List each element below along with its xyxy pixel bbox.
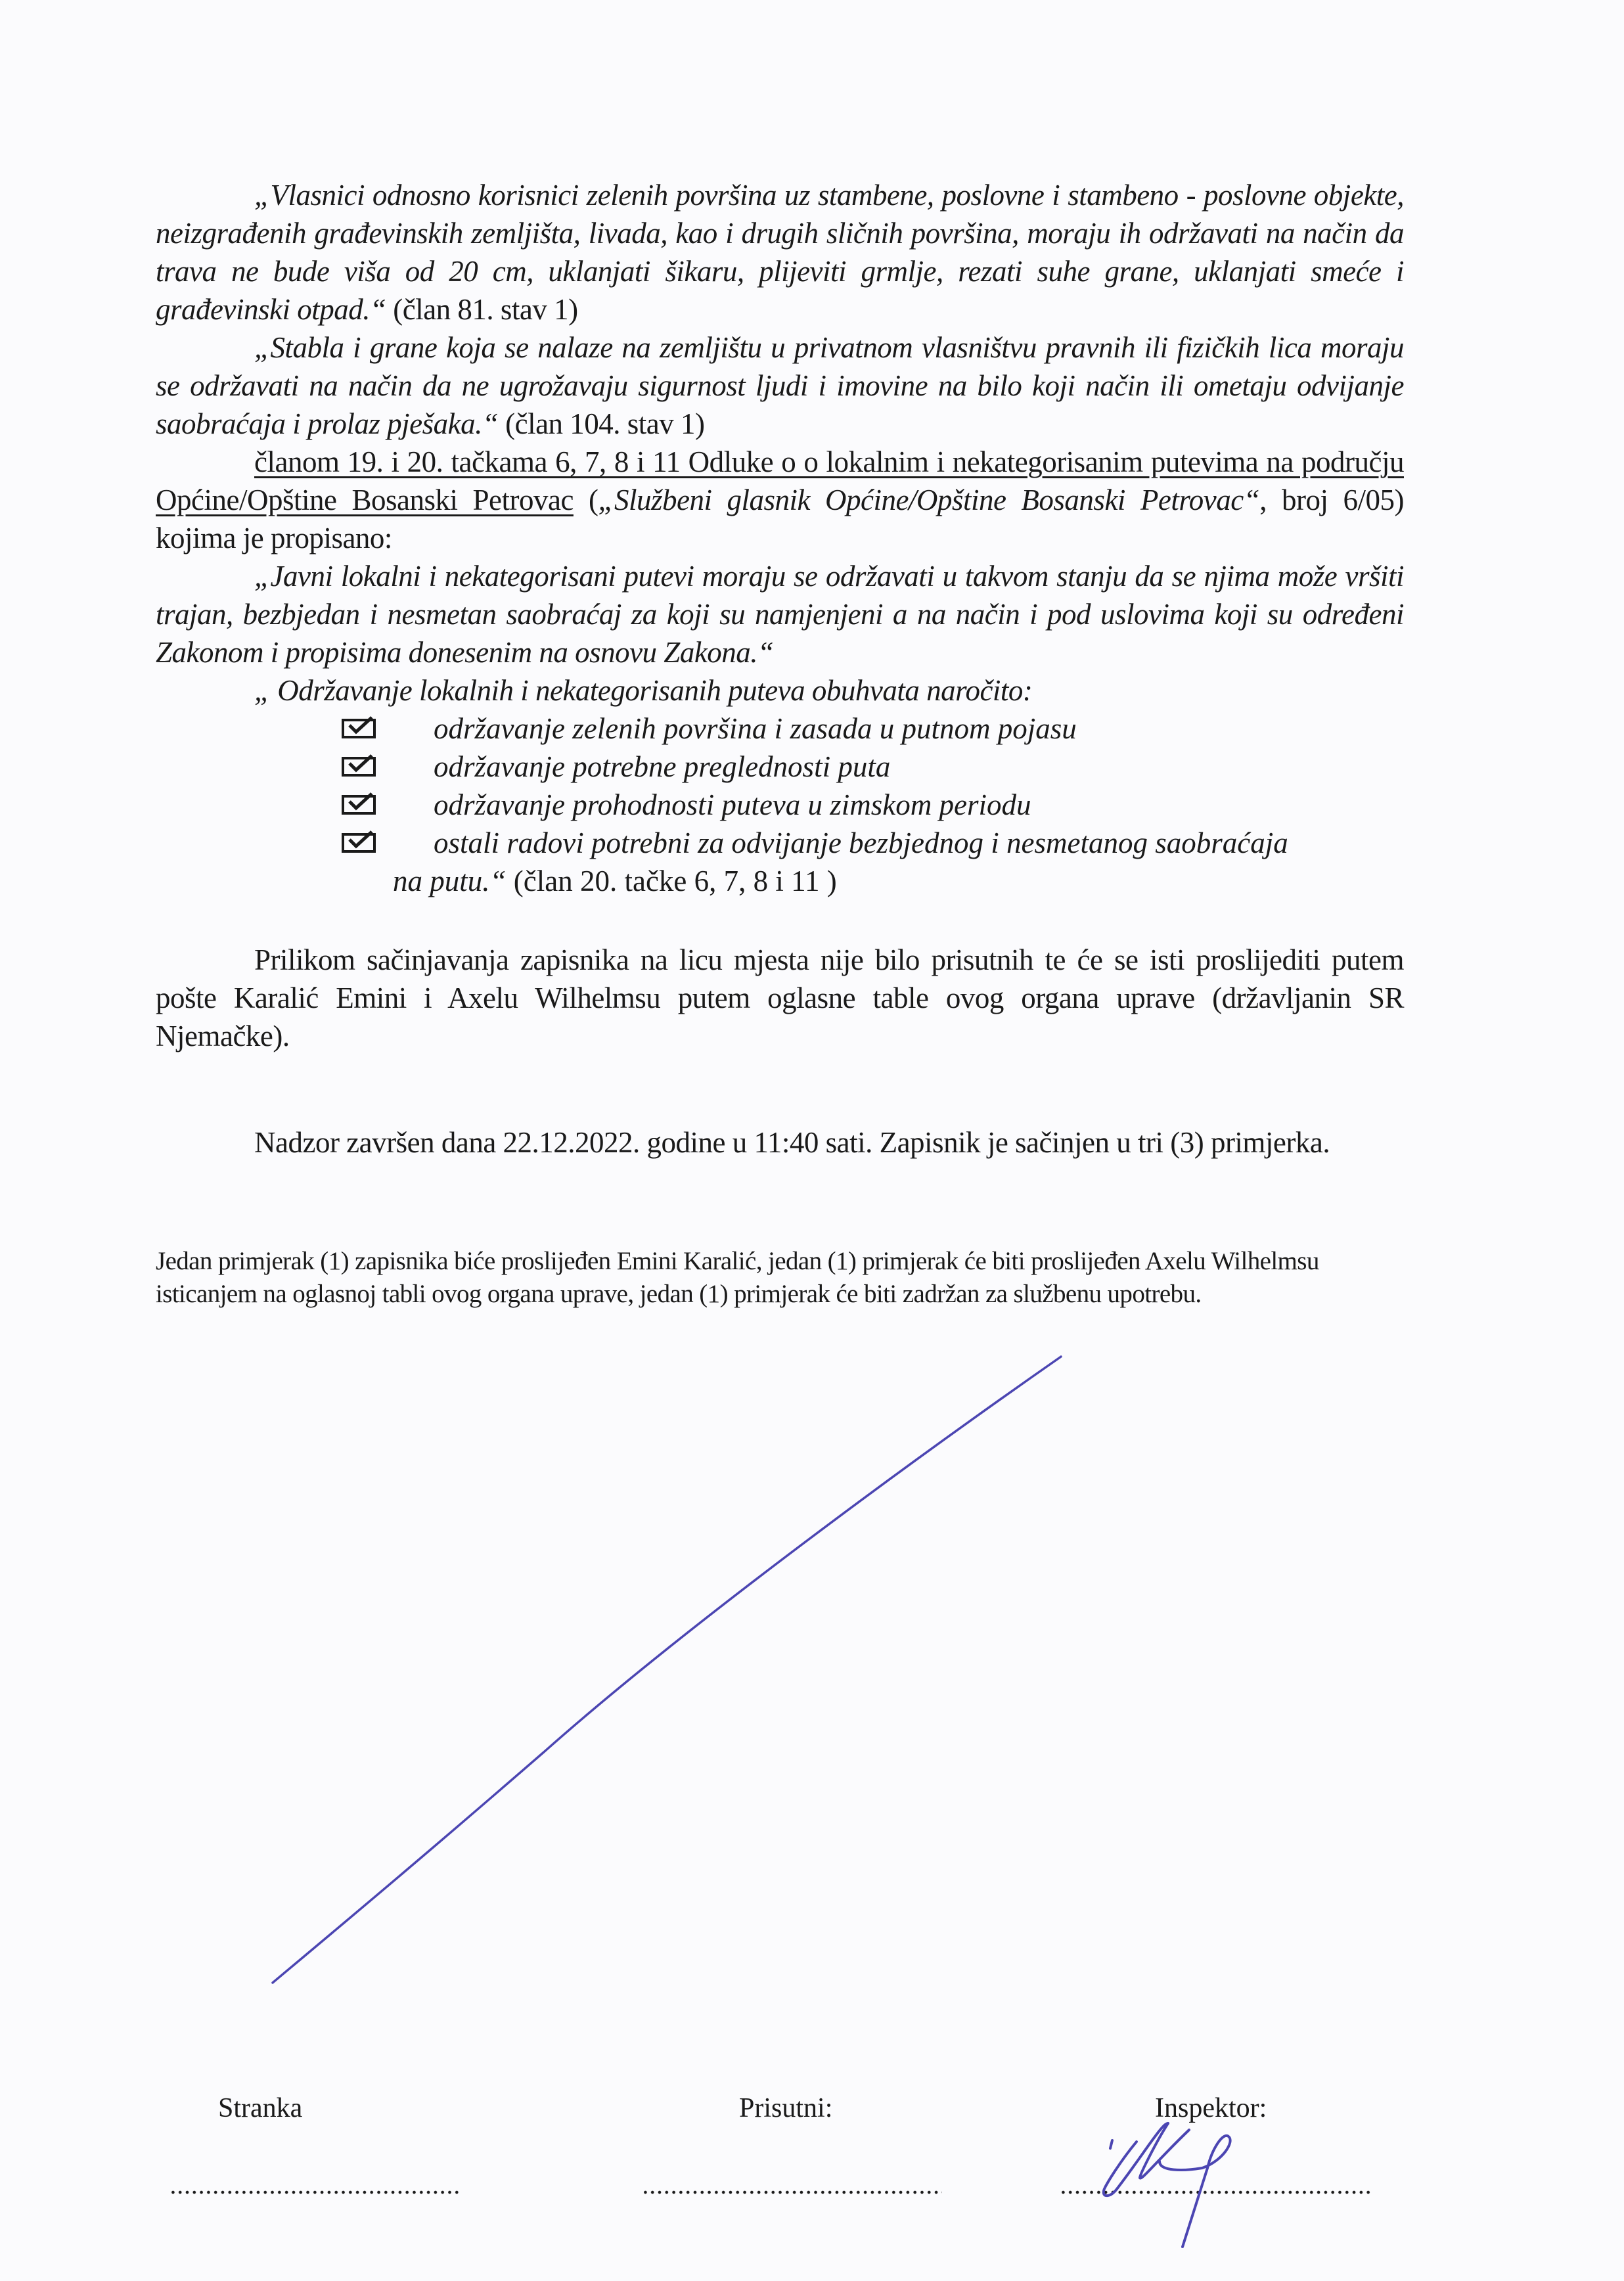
paren-open: ( bbox=[573, 484, 598, 516]
quote-text: „Javni lokalni i nekategorisani putevi moraju se održavati u takvom stanju da se njima može vršiti trajan, bezbjedan i nesmetan saobraćaj za koji su namjenjeni a na način i pod uslovima koji su određeni Zakonom i propisima donesenim na osnovu Zakona.“ bbox=[156, 560, 1404, 669]
checkbox-checked-icon bbox=[342, 795, 376, 815]
paragraph-trees bbox=[156, 328, 1404, 443]
paragraph-delivery bbox=[156, 941, 1404, 1055]
inspection-end-text: Nadzor završen dana 22.12.2022. godine u 11:40 sati. Zapisnik je sačinjen u tri (3) primjerka. bbox=[254, 1126, 1330, 1159]
quote-text: „Stabla i grane koja se nalaze na zemljištu u privatnom vlasništvu pravnih ili fizičkih lica moraju se održavati na način da ne ugrožavaju sigurnost ljudi i imovine na bilo koji način ili ometaju odvijanje saobraćaja i prolaz pješaka.“ bbox=[156, 331, 1404, 440]
checklist-tail bbox=[393, 862, 837, 900]
gazette-issue: , broj 6/05) kojima je propisano: bbox=[156, 484, 1404, 554]
party-signature-line[interactable] bbox=[169, 2190, 462, 2194]
citation: (član 81. stav 1) bbox=[386, 293, 578, 326]
present-label: Prisutni: bbox=[739, 2093, 833, 2123]
checkbox-checked-icon bbox=[342, 757, 376, 777]
strike-through-line bbox=[273, 1357, 1061, 1983]
checklist-item bbox=[342, 786, 1406, 824]
paragraph-copies bbox=[156, 1245, 1404, 1311]
paragraph-public-roads bbox=[156, 557, 1404, 671]
party-label: Stranka bbox=[218, 2093, 303, 2123]
paragraph-legal-basis bbox=[156, 443, 1404, 557]
citation: (član 104. stav 1) bbox=[498, 407, 705, 440]
inspector-signature-line[interactable] bbox=[1060, 2190, 1370, 2194]
checklist-item-text: održavanje potrebne preglednosti puta bbox=[434, 750, 891, 783]
checklist-item-text: održavanje prohodnosti puteva u zimskom periodu bbox=[434, 788, 1031, 821]
copies-text: Jedan primjerak (1) zapisnika biće proslijeđen Emini Karalić, jedan (1) primjerak će biti proslijeđen Axelu Wilhelmsu isticanjem na oglasnoj tabli ovog organa uprave, jedan (1) primjerak će biti zadržan za službenu upotrebu. bbox=[156, 1247, 1319, 1308]
gazette-reference: „Službeni glasnik Općine/Opštine Bosanski Petrovac“ bbox=[598, 484, 1260, 516]
underlined-reference: članom 19. i 20. tačkama 6, 7, 8 i 11 Odluke o o lokalnim i nekategorisanim putevima na području Općine/Opštine Bosanski Petrovac bbox=[156, 445, 1404, 516]
citation: (član 20. tačke 6, 7, 8 i 11 ) bbox=[506, 865, 837, 897]
checklist-item bbox=[342, 710, 1406, 748]
checklist-item-text: ostali radovi potrebni za odvijanje bezbjednog i nesmetanog saobraćaja bbox=[434, 826, 1288, 859]
checklist-item bbox=[342, 748, 1406, 786]
checkbox-checked-icon bbox=[342, 833, 376, 853]
present-signature-line[interactable] bbox=[642, 2190, 942, 2194]
checklist-item bbox=[342, 824, 1406, 862]
quote-text: „Vlasnici odnosno korisnici zelenih površina uz stambene, poslovne i stambeno - poslovne objekte, neizgrađenih građevinskih zemljišta, livada, kao i drugih sličnih površina, moraju ih održavati na način da trava ne bude viša od 20 cm, uklanjati šikaru, plijeviti grmlje, rezati suhe grane, uklanjati smeće i građevinski otpad.“ bbox=[156, 179, 1404, 326]
paragraph-inspection-end bbox=[156, 1123, 1404, 1162]
inspector-signature-icon bbox=[1104, 2123, 1230, 2247]
maintenance-checklist bbox=[342, 710, 1406, 862]
maintenance-intro-text: „ Održavanje lokalnih i nekategorisanih puteva obuhvata naročito: bbox=[254, 674, 1033, 707]
maintenance-intro bbox=[254, 671, 1404, 710]
paragraph-green-areas bbox=[156, 176, 1404, 328]
checkbox-checked-icon bbox=[342, 719, 376, 738]
tail-quote: na putu.“ bbox=[393, 865, 507, 897]
inspector-label: Inspektor: bbox=[1155, 2093, 1267, 2123]
checklist-item-text: održavanje zelenih površina i zasada u putnom pojasu bbox=[434, 712, 1077, 745]
delivery-text: Prilikom sačinjavanja zapisnika na licu mjesta nije bilo prisutnih te će se isti proslijediti putem pošte Karalić Emini i Axelu Wilhelmsu putem oglasne table ovog organa uprave (državljanin SR Njemačke). bbox=[156, 943, 1404, 1052]
